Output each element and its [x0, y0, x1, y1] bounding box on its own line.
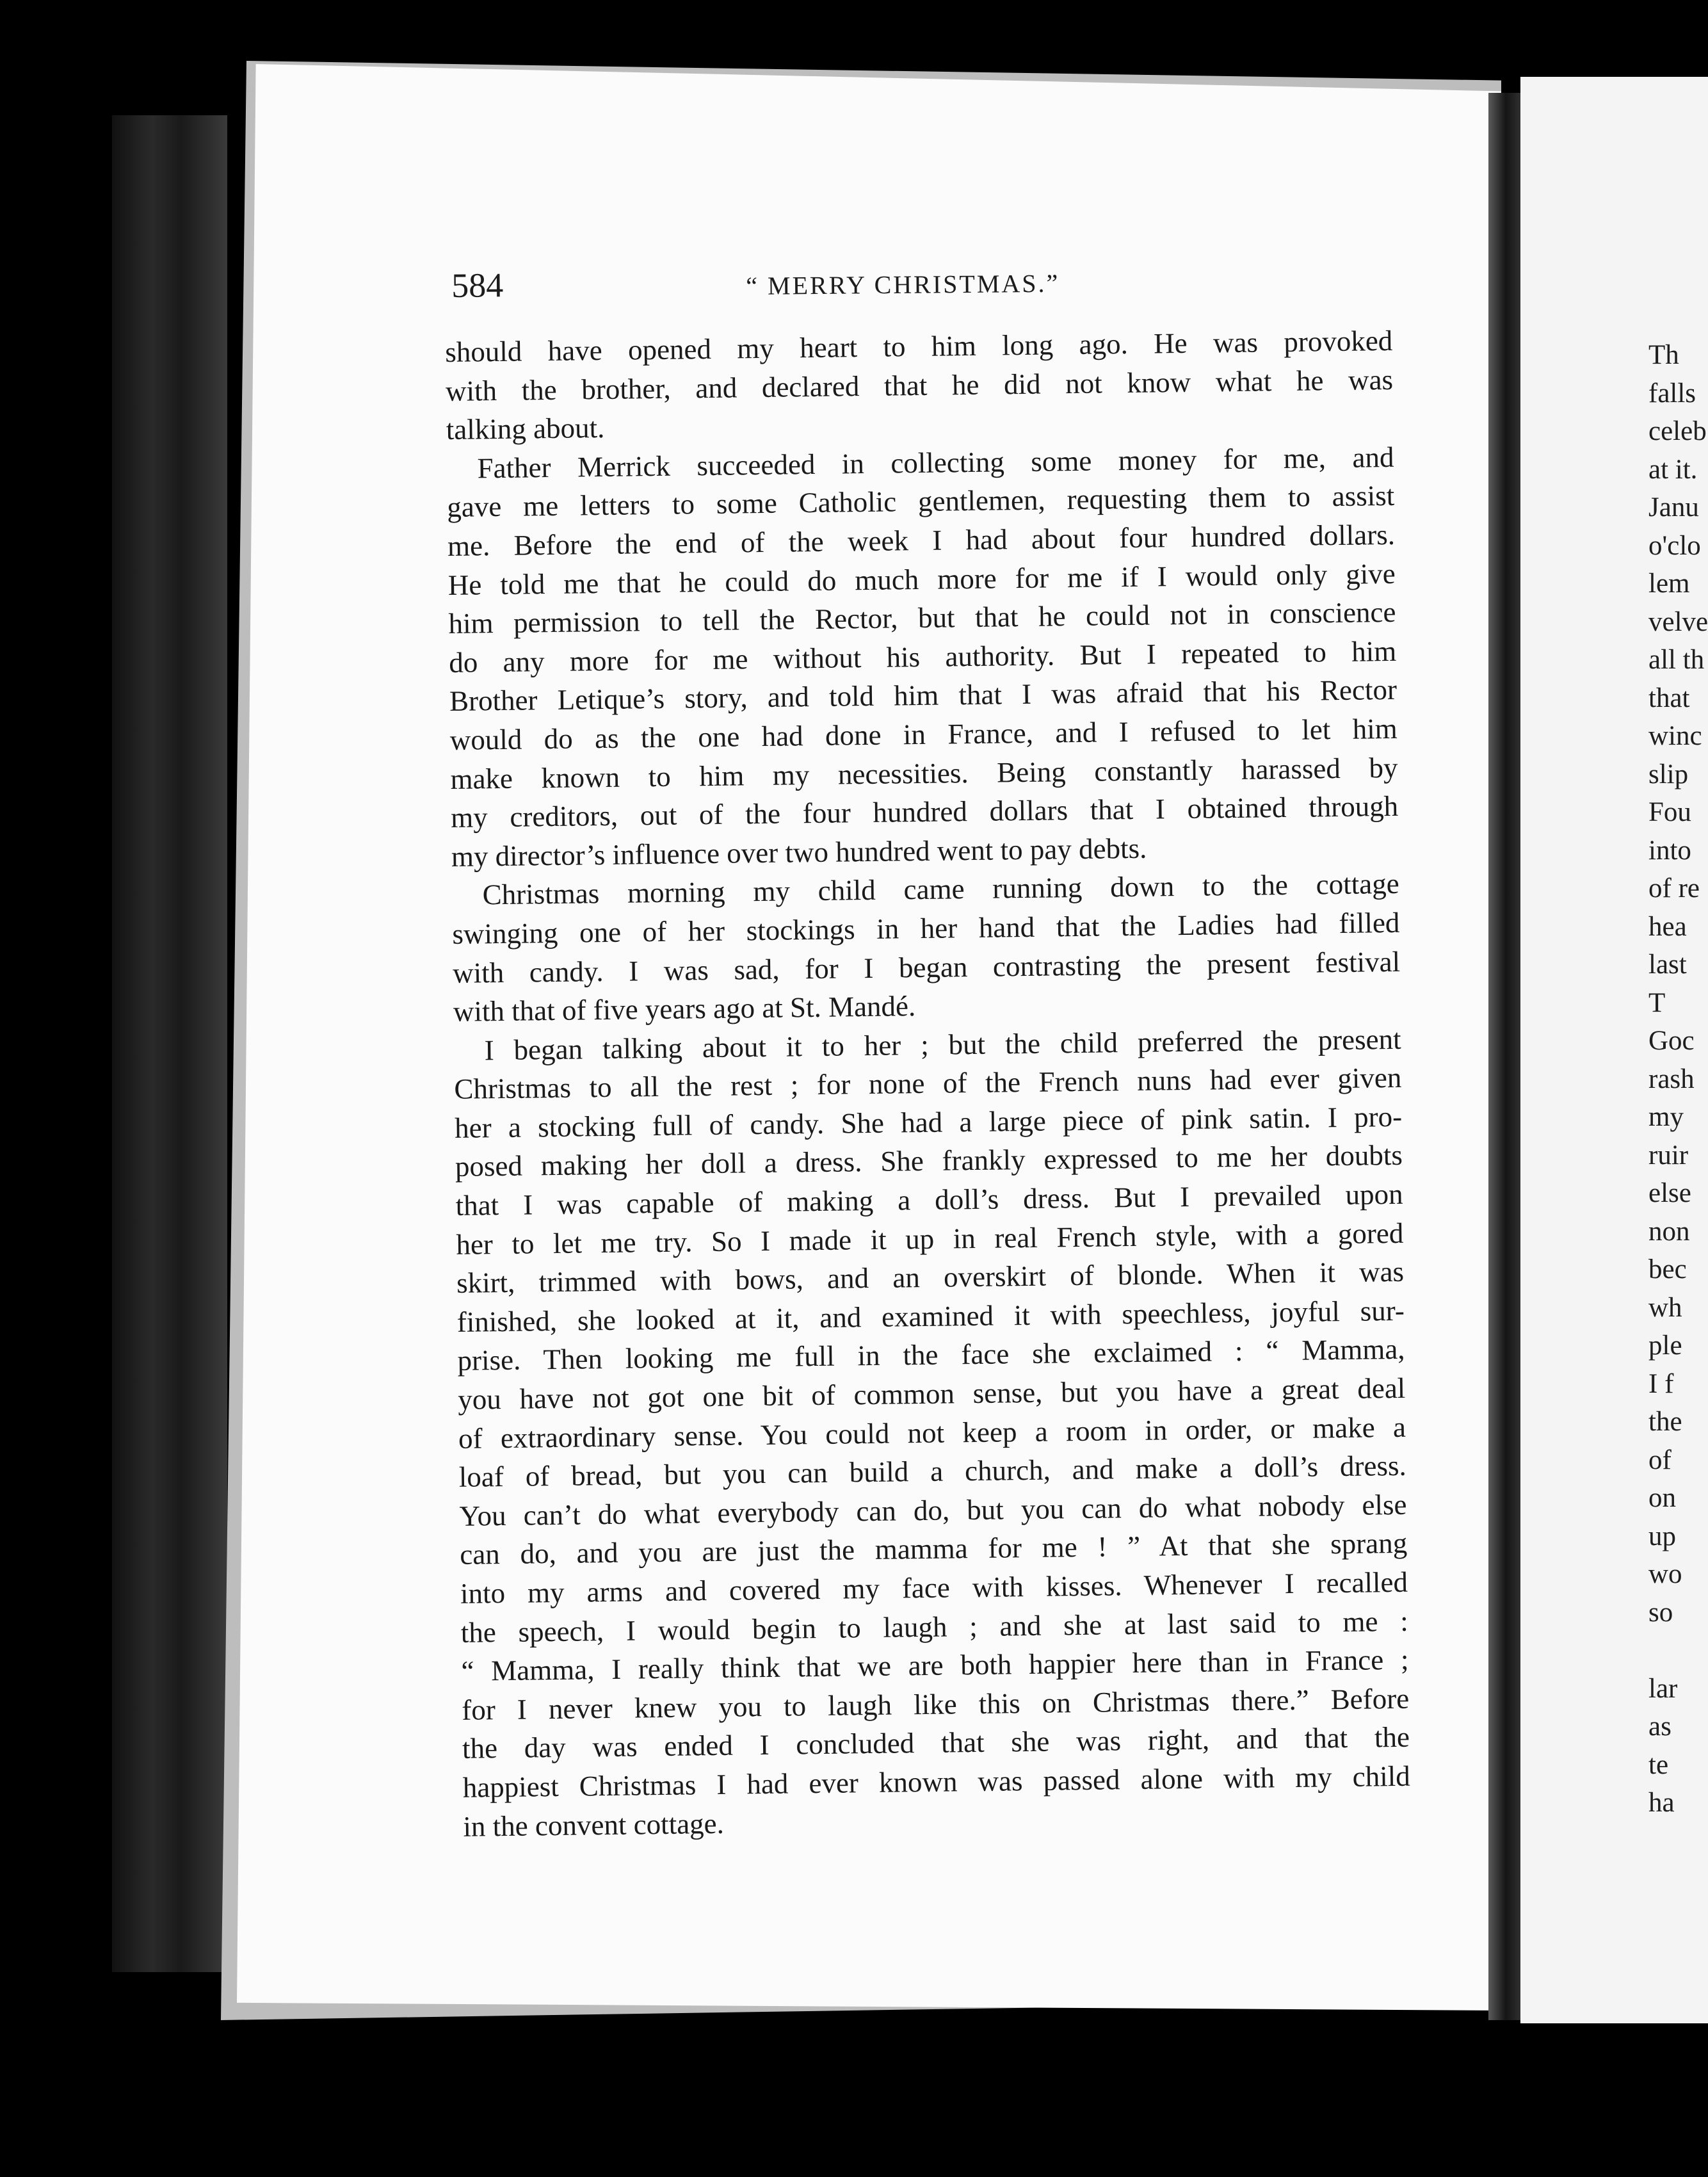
right-page	[1520, 77, 1708, 2023]
text-line: her a stocking full of candy. She had a large piece of pink satin. I pro-	[454, 1100, 1403, 1144]
right-page-fragment: o'clo	[1648, 530, 1701, 561]
text-line: you have not got one bit of common sense, but you have a great deal	[458, 1372, 1406, 1416]
text-line: me. Before the end of the week I had about four hundred dollars.	[447, 518, 1396, 562]
right-page-fragment: rash	[1648, 1064, 1695, 1094]
text-line: can do, and you are just the mamma for me ! ” At that she sprang	[460, 1527, 1408, 1571]
right-page-fragment: Goc	[1648, 1026, 1695, 1056]
text-line: with the brother, and declared that he did not know what he was	[445, 363, 1394, 407]
right-page-fragment: up	[1648, 1521, 1676, 1551]
right-page-fragment: all th	[1648, 645, 1705, 675]
right-page-fragment: ple	[1648, 1331, 1682, 1361]
right-page-fragment: falls	[1648, 378, 1696, 409]
text-line: loaf of bread, but you can build a church, and make a doll’s dress.	[458, 1450, 1407, 1494]
page-number: 584	[451, 266, 504, 305]
right-page-fragment: of	[1648, 1445, 1672, 1475]
right-page-fragment: the	[1648, 1407, 1682, 1437]
text-line: skirt, trimmed with bows, and an overskirt of blonde. When it was	[456, 1256, 1405, 1300]
text-line: should have opened my heart to him long ago. He was provoked	[445, 324, 1393, 368]
text-line: Christmas morning my child came running down to the cottage	[482, 868, 1399, 911]
text-line: him permission to tell the Rector, but that he could not in conscience	[448, 596, 1396, 640]
text-line: with candy. I was sad, for I began contrasting the present festival	[452, 945, 1401, 989]
text-line: the day was ended I concluded that she was right, and that the	[462, 1721, 1410, 1765]
text-line: gave me letters to some Catholic gentlemen, requesting them to assist	[447, 480, 1395, 524]
text-line: with that of five years ago at St. Mandé.	[453, 990, 916, 1028]
right-page-fragment: else	[1648, 1178, 1691, 1208]
text-line: Christmas to all the rest ; for none of the French nuns had ever given	[454, 1062, 1402, 1106]
text-line: that I was capable of making a doll’s dress. But I prevailed upon	[455, 1178, 1403, 1222]
text-line: the speech, I would begin to laugh ; and she at last said to me :	[460, 1605, 1408, 1649]
right-page-fragment: slip	[1648, 759, 1689, 789]
right-page-fragment: into	[1648, 835, 1691, 866]
right-page-fragment: bec	[1648, 1254, 1687, 1284]
right-page-fragment: Fou	[1648, 797, 1691, 827]
text-line: posed making her doll a dress. She frankly expressed to me her doubts	[455, 1139, 1403, 1183]
text-line: make known to him my necessities. Being constantly harassed by	[450, 751, 1398, 795]
text-line: I began talking about it to her ; but the child preferred the present	[484, 1023, 1401, 1067]
running-head	[451, 257, 1396, 311]
right-page-fragment: lem	[1648, 569, 1690, 599]
right-page-fragment: at it.	[1648, 454, 1698, 485]
right-page-fragment: so	[1648, 1597, 1673, 1628]
right-page-fragment: that	[1648, 683, 1690, 713]
right-page-fragment: te	[1648, 1749, 1669, 1780]
text-line: her to let me try. So I made it up in real French style, with a gored	[456, 1217, 1404, 1261]
right-page-fragment: lar	[1648, 1673, 1678, 1704]
right-page-fragment: as	[1648, 1712, 1672, 1742]
right-page-fragment: on	[1648, 1483, 1676, 1513]
right-page-fragment: I f	[1648, 1368, 1674, 1399]
right-page-fragment: my	[1648, 1102, 1684, 1132]
text-line: happiest Christmas I had ever known was passed alone with my child	[462, 1760, 1410, 1804]
book-spine-edge	[112, 115, 227, 1972]
text-line: my creditors, out of the four hundred dollars that I obtained through	[450, 789, 1399, 834]
right-page-fragment: Th	[1648, 340, 1679, 370]
text-line: do any more for me without his authority. But I repeated to him	[448, 635, 1397, 679]
right-page-fragment: velve	[1648, 606, 1708, 637]
text-line: prise. Then looking me full in the face she exclaimed : “ Mamma,	[457, 1333, 1405, 1377]
body-text	[445, 321, 1411, 1846]
text-line: He told me that he could do much more for me if I would only give	[447, 557, 1396, 601]
right-page-fragment: wo	[1648, 1559, 1682, 1589]
running-title: “ MERRY CHRISTMAS.”	[746, 268, 1060, 300]
right-page-fragment: T	[1648, 987, 1666, 1018]
text-line: for I never knew you to laugh like this on Christmas there.” Before	[461, 1682, 1410, 1726]
right-page-fragment: hea	[1648, 911, 1687, 942]
text-line: Father Merrick succeeded in collecting some money for me, and	[477, 441, 1394, 485]
text-line: talking about.	[446, 412, 605, 446]
right-page-fragment: last	[1648, 950, 1687, 980]
text-line: in the convent cottage.	[463, 1807, 725, 1843]
right-page-fragment: of re	[1648, 873, 1700, 903]
text-line: Brother Letique’s story, and told him that I was afraid that his Rector	[449, 674, 1398, 718]
text-line: You can’t do what everybody can do, but you can do what nobody else	[459, 1488, 1407, 1532]
right-page-fragment: celeb	[1648, 416, 1707, 446]
right-page-fragment: non	[1648, 1216, 1690, 1247]
text-line: would do as the one had done in France, and I refused to let him	[449, 712, 1398, 756]
text-line: “ Mamma, I really think that we are both happier here than in France ;	[461, 1643, 1409, 1688]
right-page-fragment: ha	[1648, 1788, 1675, 1818]
text-line: into my arms and covered my face with kisses. Whenever I recalled	[460, 1566, 1408, 1610]
right-page-fragment: ruir	[1648, 1140, 1689, 1170]
text-line: swinging one of her stockings in her hand that the Ladies had filled	[452, 906, 1400, 950]
right-page-fragment: winc	[1648, 721, 1702, 751]
text-line: finished, she looked at it, and examined it with speechless, joyful sur-	[456, 1294, 1405, 1338]
right-page-fragment: wh	[1648, 1292, 1682, 1323]
text-line: my director’s influence over two hundred went to pay debts.	[451, 832, 1147, 873]
text-line: of extraordinary sense. You could not keep a room in order, or make a	[458, 1411, 1406, 1455]
right-page-fragment: Janu	[1648, 492, 1699, 522]
